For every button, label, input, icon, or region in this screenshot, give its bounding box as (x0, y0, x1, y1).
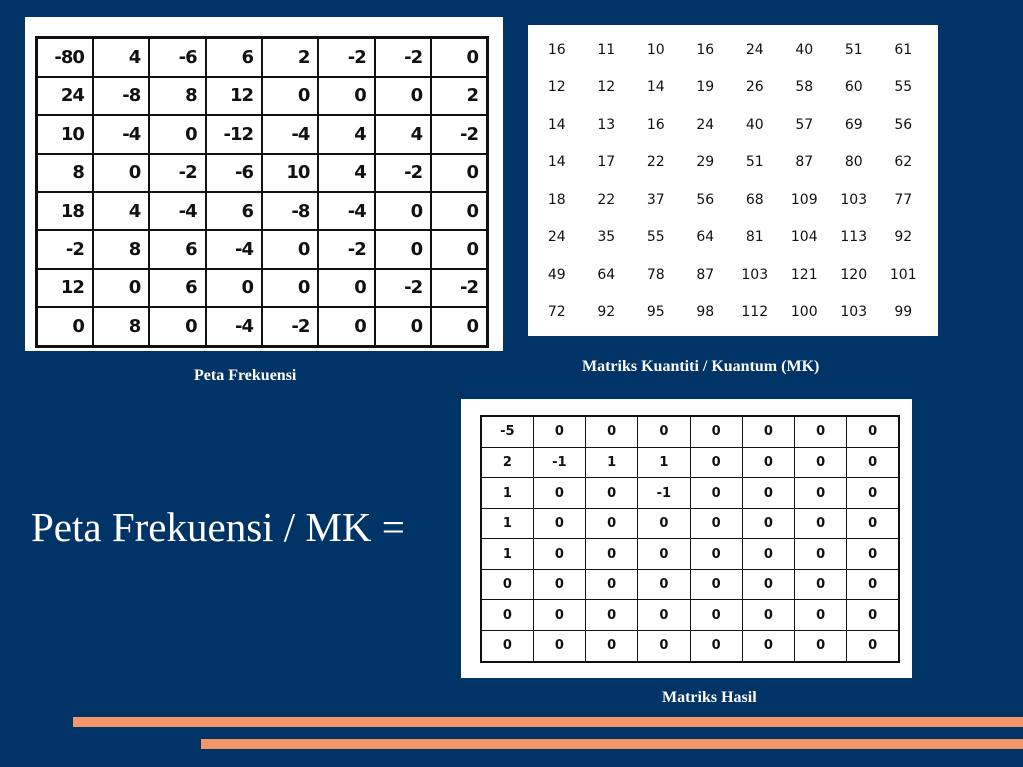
matrix-cell: -2 (37, 230, 93, 268)
matrix-row (37, 307, 488, 346)
matrix-row (532, 256, 928, 294)
matrix-cell: 55 (646, 229, 665, 246)
matrix-row (37, 38, 488, 77)
matrix-row (37, 230, 488, 268)
matrix-row (532, 181, 928, 219)
result-matrix-caption: Matriks Hasil (662, 689, 757, 706)
matrix-cell: 95 (646, 304, 665, 321)
matrix-cell: -4 (262, 115, 318, 153)
matrix-cell: 0 (533, 600, 585, 631)
accent-stripe-upper (73, 717, 1023, 727)
matrix-cell: 0 (318, 307, 374, 346)
matrix-cell: 0 (847, 569, 899, 600)
matrix-cell: 16 (646, 116, 665, 133)
matrix-cell: 35 (597, 229, 616, 246)
matrix-cell: -1 (638, 478, 690, 509)
matrix-cell: 0 (638, 539, 690, 570)
matrix-cell: 0 (795, 569, 847, 600)
matrix-cell: 98 (696, 304, 715, 321)
matrix-cell: -2 (318, 38, 374, 77)
matrix-cell: 64 (597, 266, 616, 283)
matrix-cell: 68 (745, 191, 764, 208)
matrix-cell: 0 (37, 307, 93, 346)
matrix-cell: 24 (547, 229, 566, 246)
matrix-cell: 92 (597, 304, 616, 321)
matrix-cell: 24 (745, 41, 764, 58)
matrix-cell: 40 (745, 116, 764, 133)
frequency-map-caption: Peta Frekuensi (194, 367, 297, 384)
matrix-cell: 120 (840, 266, 868, 283)
matrix-cell: 0 (847, 630, 899, 662)
matrix-cell: 0 (375, 230, 431, 268)
matrix-cell: 0 (638, 416, 690, 447)
matrix-row (37, 154, 488, 192)
matrix-cell: 0 (149, 115, 205, 153)
matrix-cell: 0 (206, 269, 262, 307)
matrix-cell: 4 (375, 115, 431, 153)
matrix-cell: 14 (547, 154, 566, 171)
matrix-cell: -4 (318, 192, 374, 230)
matrix-cell: 55 (894, 79, 913, 96)
matrix-cell: -6 (149, 38, 205, 77)
matrix-cell: 92 (894, 229, 913, 246)
matrix-cell: 17 (597, 154, 616, 171)
matrix-cell: 64 (696, 229, 715, 246)
accent-stripe-lower (201, 739, 1023, 749)
matrix-cell: 69 (844, 116, 863, 133)
matrix-cell: 8 (37, 154, 93, 192)
matrix-cell: 1 (586, 447, 638, 478)
matrix-cell: 49 (547, 266, 566, 283)
matrix-cell: -4 (149, 192, 205, 230)
matrix-cell: 24 (37, 77, 93, 115)
matrix-cell: 4 (93, 192, 149, 230)
matrix-cell: 10 (37, 115, 93, 153)
matrix-cell: 0 (586, 539, 638, 570)
quantization-matrix-panel (528, 25, 938, 336)
matrix-cell: 18 (547, 191, 566, 208)
matrix-cell: 12 (206, 77, 262, 115)
matrix-cell: 0 (795, 478, 847, 509)
matrix-row (481, 630, 899, 662)
matrix-cell: 1 (481, 539, 533, 570)
matrix-cell: 0 (742, 508, 794, 539)
matrix-cell: 51 (844, 41, 863, 58)
quantization-matrix-caption: Matriks Kuantiti / Kuantum (MK) (582, 358, 820, 375)
matrix-cell: 72 (547, 304, 566, 321)
matrix-cell: 58 (795, 79, 814, 96)
matrix-cell: 112 (741, 304, 769, 321)
matrix-row (532, 69, 928, 107)
matrix-cell: 0 (586, 630, 638, 662)
matrix-cell: 10 (262, 154, 318, 192)
matrix-cell: 0 (586, 478, 638, 509)
matrix-row (481, 478, 899, 509)
matrix-cell: 14 (547, 116, 566, 133)
matrix-cell: 16 (696, 41, 715, 58)
matrix-cell: 56 (894, 116, 913, 133)
matrix-cell: 0 (847, 478, 899, 509)
matrix-cell: -2 (375, 269, 431, 307)
matrix-cell: 78 (646, 266, 665, 283)
matrix-row (481, 600, 899, 631)
matrix-row (532, 219, 928, 257)
result-matrix-panel (461, 399, 912, 678)
matrix-cell: -2 (431, 269, 487, 307)
matrix-cell: 0 (690, 447, 742, 478)
matrix-cell: 0 (742, 630, 794, 662)
matrix-row (532, 106, 928, 144)
matrix-cell: 61 (894, 41, 913, 58)
matrix-cell: 16 (547, 41, 566, 58)
matrix-cell: 0 (742, 600, 794, 631)
matrix-cell: -4 (206, 230, 262, 268)
matrix-cell: 12 (547, 79, 566, 96)
matrix-cell: 24 (696, 116, 715, 133)
matrix-cell: 77 (894, 191, 913, 208)
matrix-cell: 0 (586, 600, 638, 631)
matrix-cell: -2 (431, 115, 487, 153)
matrix-row (532, 144, 928, 182)
matrix-cell: 0 (481, 600, 533, 631)
matrix-cell: 56 (696, 191, 715, 208)
matrix-cell: 0 (795, 630, 847, 662)
matrix-cell: 109 (790, 191, 818, 208)
matrix-cell: 8 (93, 307, 149, 346)
matrix-cell: 1 (481, 478, 533, 509)
matrix-cell: 0 (318, 77, 374, 115)
frequency-map-panel (25, 17, 503, 351)
matrix-cell: 0 (431, 154, 487, 192)
matrix-cell: 60 (844, 79, 863, 96)
matrix-cell: 0 (638, 569, 690, 600)
matrix-cell: 0 (690, 630, 742, 662)
matrix-cell: 12 (37, 269, 93, 307)
matrix-cell: 0 (318, 269, 374, 307)
matrix-cell: 0 (847, 416, 899, 447)
matrix-cell: 0 (847, 539, 899, 570)
matrix-cell: 0 (795, 447, 847, 478)
matrix-row (37, 192, 488, 230)
matrix-cell: 104 (790, 229, 818, 246)
matrix-cell: -80 (37, 38, 93, 77)
matrix-cell: 57 (795, 116, 814, 133)
matrix-cell: 0 (262, 230, 318, 268)
matrix-cell: 18 (37, 192, 93, 230)
matrix-row (481, 539, 899, 570)
matrix-cell: 0 (533, 508, 585, 539)
matrix-cell: 19 (696, 79, 715, 96)
matrix-cell: 0 (795, 539, 847, 570)
matrix-cell: 22 (597, 191, 616, 208)
matrix-cell: 4 (318, 115, 374, 153)
result-matrix-table (480, 415, 900, 663)
matrix-cell: 6 (149, 230, 205, 268)
matrix-cell: 0 (431, 230, 487, 268)
matrix-cell: 0 (93, 269, 149, 307)
matrix-row (481, 569, 899, 600)
matrix-row (37, 77, 488, 115)
matrix-cell: 51 (745, 154, 764, 171)
matrix-cell: 0 (431, 307, 487, 346)
matrix-cell: 0 (690, 478, 742, 509)
matrix-cell: 0 (375, 77, 431, 115)
matrix-cell: 0 (586, 569, 638, 600)
matrix-cell: 0 (586, 508, 638, 539)
matrix-cell: 10 (646, 41, 665, 58)
matrix-cell: 121 (790, 266, 818, 283)
matrix-cell: 0 (638, 630, 690, 662)
matrix-row (37, 115, 488, 153)
matrix-row (481, 416, 899, 447)
matrix-cell: 0 (375, 192, 431, 230)
matrix-cell: 81 (745, 229, 764, 246)
matrix-cell: 80 (844, 154, 863, 171)
matrix-cell: 0 (795, 416, 847, 447)
matrix-cell: 29 (696, 154, 715, 171)
frequency-map-table (35, 36, 489, 348)
matrix-cell: 113 (840, 229, 868, 246)
matrix-cell: 14 (646, 79, 665, 96)
matrix-cell: 0 (690, 569, 742, 600)
matrix-cell: -2 (318, 230, 374, 268)
matrix-cell: 0 (795, 508, 847, 539)
matrix-cell: 0 (638, 508, 690, 539)
matrix-cell: 0 (586, 416, 638, 447)
matrix-cell: -2 (149, 154, 205, 192)
matrix-cell: 0 (431, 38, 487, 77)
matrix-cell: -12 (206, 115, 262, 153)
matrix-cell: 1 (481, 508, 533, 539)
matrix-cell: 0 (431, 192, 487, 230)
matrix-cell: 87 (696, 266, 715, 283)
matrix-cell: 4 (318, 154, 374, 192)
matrix-cell: 13 (597, 116, 616, 133)
matrix-cell: 0 (481, 569, 533, 600)
matrix-cell: 0 (262, 77, 318, 115)
matrix-cell: 0 (149, 307, 205, 346)
matrix-cell: 0 (742, 478, 794, 509)
matrix-cell: -8 (262, 192, 318, 230)
matrix-row (532, 294, 928, 332)
matrix-cell: 0 (690, 416, 742, 447)
matrix-cell: -2 (375, 154, 431, 192)
matrix-cell: 0 (847, 600, 899, 631)
matrix-cell: 26 (745, 79, 764, 96)
matrix-cell: 6 (149, 269, 205, 307)
matrix-row (481, 508, 899, 539)
matrix-cell: 0 (742, 539, 794, 570)
matrix-cell: 0 (262, 269, 318, 307)
matrix-cell: 103 (840, 191, 868, 208)
matrix-cell: 0 (742, 416, 794, 447)
matrix-cell: 1 (638, 447, 690, 478)
matrix-cell: -8 (93, 77, 149, 115)
matrix-cell: 62 (894, 154, 913, 171)
matrix-cell: -1 (533, 447, 585, 478)
matrix-cell: 12 (597, 79, 616, 96)
matrix-cell: -6 (206, 154, 262, 192)
matrix-cell: 37 (646, 191, 665, 208)
matrix-cell: 0 (481, 630, 533, 662)
matrix-cell: 103 (741, 266, 769, 283)
matrix-cell: 8 (93, 230, 149, 268)
matrix-cell: 0 (533, 416, 585, 447)
matrix-cell: 2 (262, 38, 318, 77)
matrix-cell: 40 (795, 41, 814, 58)
matrix-cell: -5 (481, 416, 533, 447)
matrix-cell: 0 (742, 447, 794, 478)
matrix-cell: 0 (795, 600, 847, 631)
matrix-cell: 99 (894, 304, 913, 321)
matrix-cell: 0 (638, 600, 690, 631)
matrix-cell: 0 (375, 307, 431, 346)
matrix-cell: 87 (795, 154, 814, 171)
matrix-cell: 2 (431, 77, 487, 115)
matrix-cell: 0 (847, 447, 899, 478)
matrix-cell: 101 (889, 266, 917, 283)
matrix-cell: 0 (533, 569, 585, 600)
matrix-cell: 0 (690, 539, 742, 570)
matrix-cell: 0 (533, 478, 585, 509)
matrix-row (37, 269, 488, 307)
matrix-cell: 0 (690, 600, 742, 631)
matrix-cell: 6 (206, 192, 262, 230)
matrix-row (481, 447, 899, 478)
matrix-cell: 0 (533, 630, 585, 662)
matrix-cell: 4 (93, 38, 149, 77)
matrix-cell: 0 (690, 508, 742, 539)
matrix-cell: 11 (597, 41, 616, 58)
matrix-cell: -2 (262, 307, 318, 346)
matrix-cell: 0 (533, 539, 585, 570)
matrix-cell: 103 (840, 304, 868, 321)
matrix-cell: 6 (206, 38, 262, 77)
formula-text: Peta Frekuensi / MK = (31, 504, 405, 550)
matrix-cell: 2 (481, 447, 533, 478)
matrix-cell: -4 (206, 307, 262, 346)
matrix-cell: 22 (646, 154, 665, 171)
matrix-cell: -2 (375, 38, 431, 77)
matrix-cell: 0 (93, 154, 149, 192)
quantization-matrix-table (532, 31, 928, 331)
matrix-cell: -4 (93, 115, 149, 153)
matrix-cell: 100 (790, 304, 818, 321)
matrix-row (532, 31, 928, 69)
matrix-cell: 0 (742, 569, 794, 600)
matrix-cell: 8 (149, 77, 205, 115)
matrix-cell: 0 (847, 508, 899, 539)
